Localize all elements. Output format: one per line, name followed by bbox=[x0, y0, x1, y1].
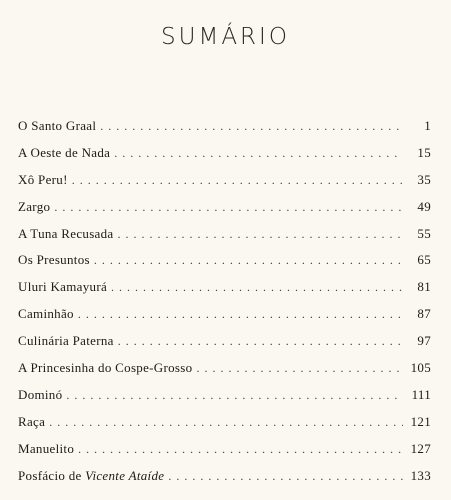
dot-leader bbox=[111, 280, 403, 295]
dot-leader bbox=[168, 469, 403, 484]
toc-entry bbox=[18, 199, 431, 226]
toc-entry bbox=[18, 279, 431, 306]
toc-page-number: 97 bbox=[417, 333, 431, 349]
dot-leader bbox=[100, 119, 403, 134]
toc-entry bbox=[18, 441, 431, 468]
toc-entry-title: A Oeste de Nada bbox=[18, 144, 111, 160]
dot-leader bbox=[54, 200, 403, 215]
toc-entry-title: A Princesinha do Cospe-Grosso bbox=[18, 360, 193, 376]
toc-page-number: 1 bbox=[424, 118, 431, 133]
toc-page-number: 111 bbox=[411, 386, 431, 402]
dot-leader bbox=[118, 227, 404, 242]
toc-entry bbox=[18, 414, 431, 441]
toc-entry-title: Posfácio de Vicente Ataíde bbox=[18, 467, 165, 483]
toc-entry-title: O Santo Graal bbox=[18, 118, 97, 133]
dot-leader bbox=[94, 253, 403, 268]
toc-entry bbox=[18, 333, 431, 360]
dot-leader bbox=[66, 388, 403, 403]
toc-entry bbox=[18, 360, 431, 387]
toc-page-number: 35 bbox=[417, 171, 431, 187]
toc-author-prefix: de bbox=[68, 467, 82, 483]
toc-page-number: 87 bbox=[417, 306, 431, 322]
toc-entry bbox=[18, 145, 431, 172]
toc-entry-title: Xô Peru! bbox=[18, 171, 68, 187]
toc-page-number: 133 bbox=[410, 467, 431, 483]
toc-entry bbox=[18, 252, 431, 279]
dot-leader bbox=[78, 442, 403, 457]
toc-entry bbox=[18, 172, 431, 199]
toc-entry bbox=[18, 387, 431, 414]
toc-entry-title: Culinária Paterna bbox=[18, 333, 114, 349]
toc-entry-title: Uluri Kamayurá bbox=[18, 279, 108, 295]
toc-page-number: 55 bbox=[417, 225, 431, 241]
toc-entry bbox=[18, 306, 431, 333]
dot-leader bbox=[72, 173, 403, 188]
toc-page-number: 15 bbox=[417, 144, 431, 160]
dot-leader bbox=[49, 415, 403, 430]
toc-entry bbox=[18, 468, 431, 495]
toc-author-name: Vicente Ataíde bbox=[85, 467, 165, 483]
toc-entry-title: A Tuna Recusada bbox=[18, 225, 114, 241]
toc-entry-title: Manuelito bbox=[18, 440, 75, 456]
toc-page-number: 105 bbox=[410, 360, 431, 376]
toc-page-number: 127 bbox=[410, 440, 431, 456]
page-title: SUMÁRIO bbox=[161, 24, 290, 50]
dot-leader bbox=[118, 334, 403, 349]
toc-page-number: 65 bbox=[417, 252, 431, 268]
toc-page-number: 121 bbox=[410, 413, 431, 429]
dot-leader bbox=[114, 146, 403, 161]
toc-entry bbox=[18, 226, 431, 253]
toc-entry-title: Zargo bbox=[18, 198, 51, 214]
toc-page-number: 81 bbox=[417, 279, 431, 295]
toc-entry-title: Dominó bbox=[18, 386, 63, 402]
dot-leader bbox=[78, 307, 403, 322]
toc-page-number: 49 bbox=[417, 198, 431, 214]
toc-entry-title: Os Presuntos bbox=[18, 252, 90, 268]
toc-entry bbox=[18, 118, 431, 145]
dot-leader bbox=[196, 361, 403, 376]
toc-entry-title: Caminhão bbox=[18, 306, 74, 322]
table-of-contents bbox=[18, 118, 431, 494]
toc-entry-title: Raça bbox=[18, 413, 46, 429]
